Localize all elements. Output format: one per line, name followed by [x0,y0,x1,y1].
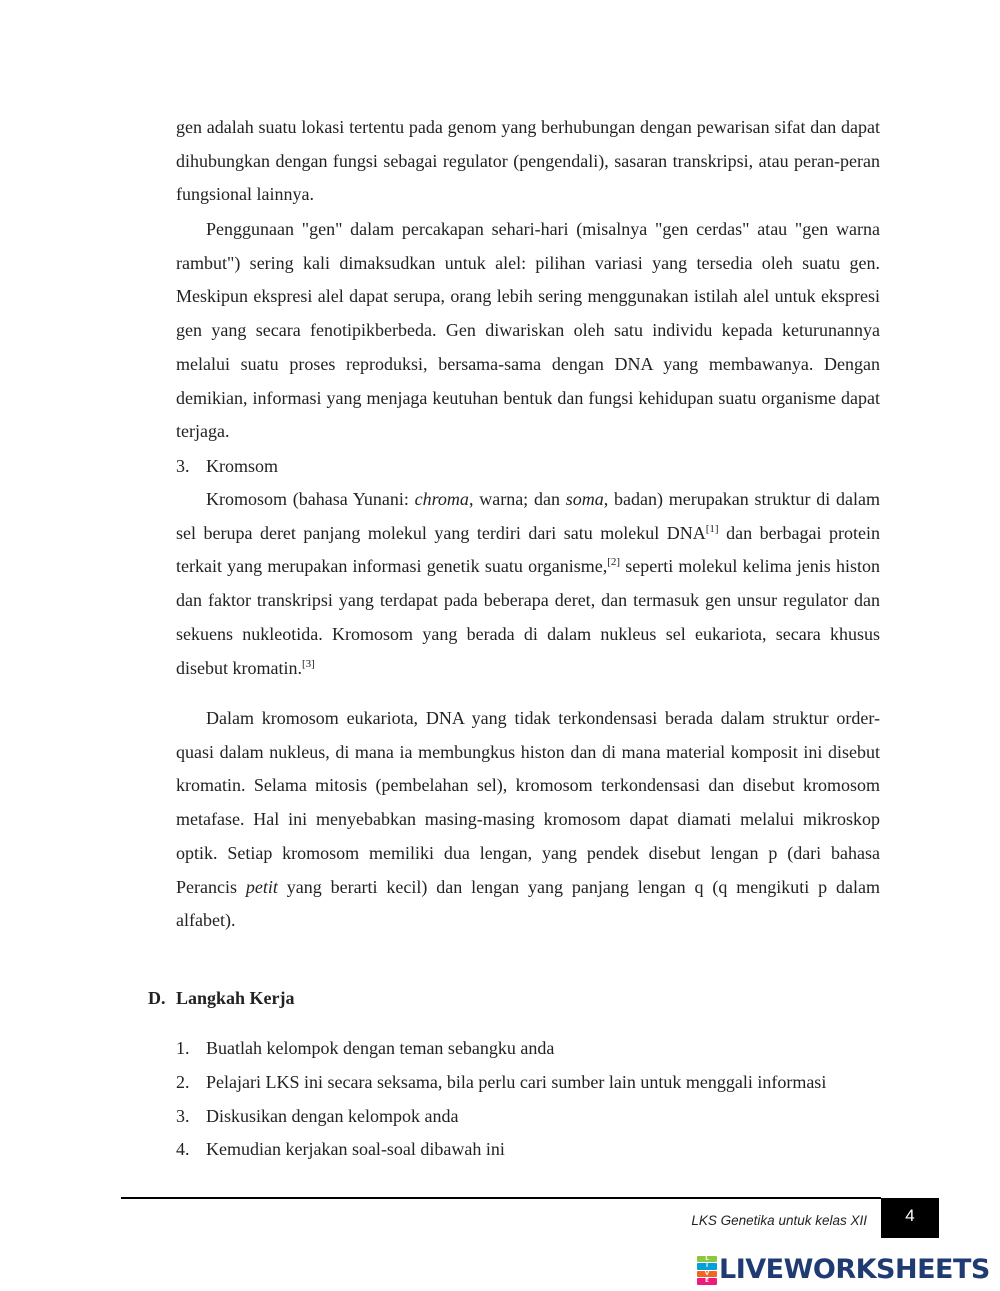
footer-divider [121,1197,881,1199]
step-text: Diskusikan dengan kelompok anda [206,1106,459,1126]
step-number: 1. [176,1038,190,1058]
page-number [881,1198,939,1238]
citation-3[interactable]: [3] [301,657,315,670]
gene-usage-paragraph: Penggunaan "gen" dalam percakapan sehari-hari (misalnya "gen cerdas" atau "gen warna rambut") sering kali dimaksudkan untuk alel: pilihan variasi yang tersedia oleh suatu gen. Meskipun ekspresi alel dapat serupa, orang lebih sering menggunakan istilah alel untuk ekspresi gen yang secara fenotipikberbeda. Gen diwariskan oleh satu individu kepada keturunannya melalui suatu proses reproduksi, bersama-sama dengan DNA yang membawanya. Dengan demikian, informasi yang menjaga keutuhan bentuk dan fungsi kehidupan suatu organisme dapat terjaga. [176,219,880,442]
chroma-term: chroma [414,489,469,509]
step-item [176,1070,886,1094]
petit-term: petit [245,876,278,897]
gene-definition-paragraph: gen adalah suatu lokasi tertentu pada genom yang berhubungan dengan pewarisan sifat dan dapat dihubungkan dengan fungsi sebagai regulator (pengendali), sasaran transkripsi, atau peran-peran fungsional lainnya. [176,117,880,205]
liveworksheets-wordmark: LIVEWORKSHEETS [719,1254,990,1285]
step-number: 2. [176,1072,190,1092]
liveworksheets-brand[interactable] [697,1255,990,1285]
step-number: 4. [176,1139,190,1159]
logo-letter-i: I [697,1263,717,1270]
section-3-title: Kromsom [206,456,278,476]
step-item [176,1036,886,1060]
section-d-letter: D. [148,988,166,1008]
section-d-heading [148,986,295,1010]
section-3-heading [176,454,886,478]
step-text: Kemudian kerjakan soal-soal dibawah ini [206,1139,505,1159]
step-text: Pelajari LKS ini secara seksama, bila perlu cari sumber lain untuk menggali informasi [206,1072,827,1092]
step-number: 3. [176,1106,190,1126]
step-item [176,1137,886,1161]
eukaryote-chromosome-paragraph: Dalam kromosom eukariota, DNA yang tidak terkondensasi berada dalam struktur order-quasi dalam nukleus, di mana ia membungkus histon dan di mana material komposit ini disebut kromatin. Selama mitosis (pembelahan sel), kromosom terkondensasi dan disebut kromosom metafase. Hal ini menyebabkan masing-masing kromosom dapat diamati melalui mikroskop optik. Setiap kromosom memiliki dua lengan, yang pendek disebut lengan p (dari bahasa Perancis petit yang berarti kecil) dan lengan yang panjang lengan q (q mengikuti p dalam alfabet). [176,708,880,931]
citation-2[interactable]: [2] [607,556,621,569]
step-item [176,1104,886,1128]
section-d-title: Langkah Kerja [176,988,295,1008]
logo-letter-l: L [697,1256,717,1263]
step-text: Buatlah kelompok dengan teman sebangku anda [206,1038,555,1058]
footer-title: LKS Genetika untuk kelas XII [691,1213,867,1228]
chromosome-paragraph: Kromosom (bahasa Yunani: chroma, warna; dan soma, badan) merupakan struktur di dalam sel berupa deret panjang molekul yang terdiri dari satu molekul DNA[1] dan berbagai protein terkait yang merupakan informasi genetik suatu organisme,[2] seperti molekul kelima jenis histon dan faktor transkripsi yang terdapat pada beberapa deret, dan termasuk gen unsur regulator dan sekuens nukleotida. Kromosom yang berada di dalam nukleus sel eukariota, secara khusus disebut kromatin.[3] [176,489,881,678]
page-number-label: 4 [905,1206,915,1225]
section-3-number: 3. [176,456,190,476]
soma-term: soma [565,489,604,509]
citation-1[interactable]: [1] [705,522,719,535]
liveworksheets-logo-icon [697,1256,717,1285]
logo-letter-e: E [697,1278,717,1285]
logo-letter-v: V [697,1271,717,1278]
